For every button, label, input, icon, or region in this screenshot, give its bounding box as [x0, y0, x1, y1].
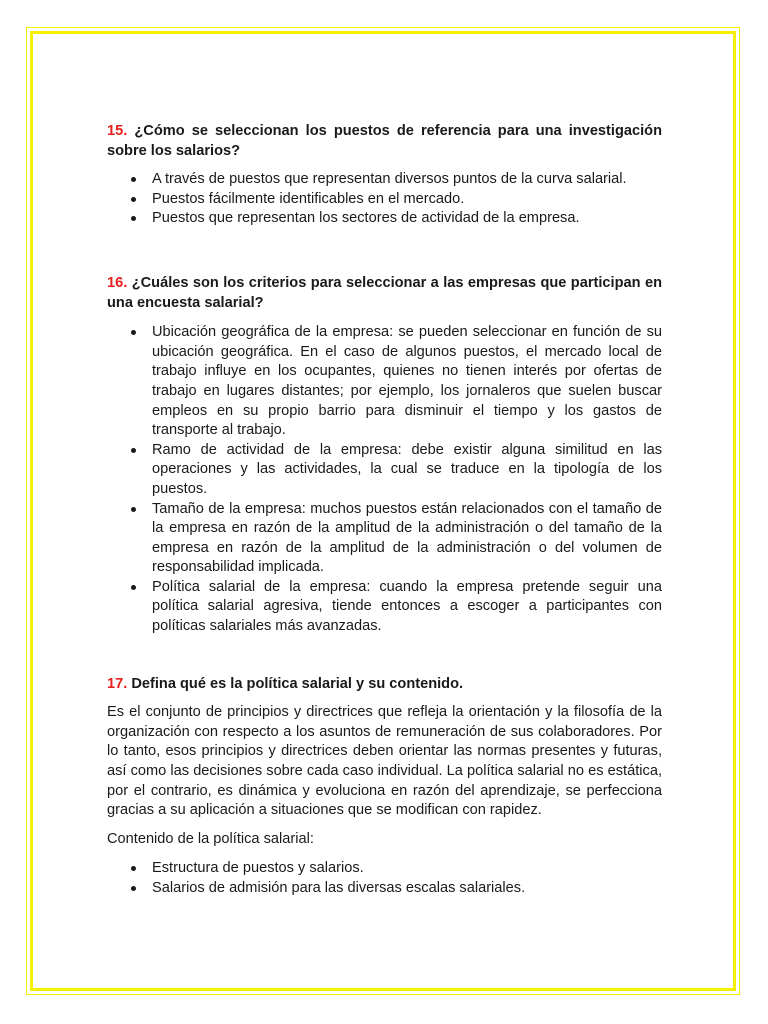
list-item: Ubicación geográfica de la empresa: se pueden seleccionar en función de su ubicación geográfica. En el caso de algunos puestos, el mercado local de trabajo influye en los ocupantes, quienes no tienen interés por ofertas de trabajo en lugares distantes; por ejemplo, los jornaleros que suelen buscar empleos en su propio barrio para disminuir el tiempo y los gastos de transporte al trabajo. — [107, 323, 662, 441]
answer-list-17 — [107, 859, 662, 898]
answer-list-16 — [107, 323, 662, 637]
question-number: 16. — [107, 274, 128, 291]
question-17 — [107, 675, 662, 695]
list-item: Estructura de puestos y salarios. — [107, 859, 662, 879]
question-number: 15. — [107, 123, 128, 139]
definition-paragraph: Es el conjunto de principios y directrices que refleja la orientación y la filosofía de la organización con respecto a los asuntos de remuneración de sus colaboradores. Por lo tanto, esos principios y directrices deben orientar las normas presentes y futuras, así como las decisiones sobre cada caso individual. La política salarial no es estática, por el contrario, es dinámica y evoluciona en razón del aprendizaje, se perfecciona gracias a su aplicación a situaciones que se modifican con rapidez. — [107, 704, 662, 819]
list-item: Puestos que representan los sectores de actividad de la empresa. — [107, 209, 662, 229]
question-15 — [107, 122, 662, 161]
list-item: Salarios de admisión para las diversas escalas salariales. — [107, 879, 662, 899]
document-body — [107, 122, 662, 899]
answer-list-15 — [107, 170, 662, 229]
content-label: Contenido de la política salarial: — [107, 830, 314, 847]
list-item: A través de puestos que representan diversos puntos de la curva salarial. — [107, 170, 662, 190]
question-text: Defina qué es la política salarial y su contenido. — [131, 675, 464, 692]
question-16 — [107, 274, 662, 313]
list-item: Puestos fácilmente identificables en el mercado. — [107, 190, 662, 210]
list-item: Tamaño de la empresa: muchos puestos están relacionados con el tamaño de la empresa en razón de la amplitud de la administración o del tamaño de la empresa en razón de la amplitud de la administración o del volumen de responsabilidad implicada. — [107, 500, 662, 578]
question-text: ¿Cuáles son los criterios para seleccionar a las empresas que participan en una encuesta salarial? — [107, 274, 662, 311]
question-number: 17. — [107, 675, 128, 692]
question-text: ¿Cómo se seleccionan los puestos de referencia para una investigación sobre los salarios? — [107, 123, 662, 159]
list-item: Política salarial de la empresa: cuando la empresa pretende seguir una política salarial agresiva, tiende entonces a escoger a participantes con políticas salariales más avanzadas. — [107, 578, 662, 637]
list-item: Ramo de actividad de la empresa: debe existir alguna similitud en las operaciones y las actividades, la cual se traduce en la tipología de los puestos. — [107, 441, 662, 500]
